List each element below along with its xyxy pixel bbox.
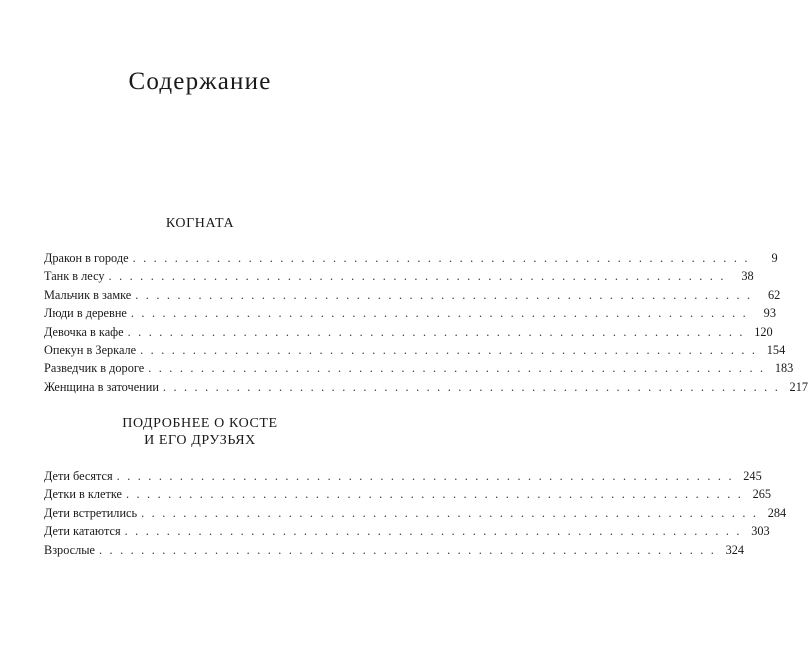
dot-leader: . . . . . . . . . . . . . . . . . . . . . . . . . . . . . . . . . . . . . . . . . . . . . . . . . . . . . . . . . . . bbox=[132, 251, 750, 265]
entry-title: Разведчик в дороге bbox=[44, 361, 145, 376]
dot-leader: . . . . . . . . . . . . . . . . . . . . . . . . . . . . . . . . . . . . . . . . . . . . . . . . . . . . . . . . . . . bbox=[116, 469, 734, 483]
toc-entry[interactable] bbox=[44, 485, 772, 503]
dot-leader: . . . . . . . . . . . . . . . . . . . . . . . . . . . . . . . . . . . . . . . . . . . . . . . . . . . . . . . . . . . bbox=[140, 342, 758, 357]
entry-title: Дети катаются bbox=[44, 524, 121, 539]
entry-title: Мальчик в замке bbox=[44, 287, 132, 302]
toc-entry[interactable] bbox=[44, 286, 781, 304]
dot-leader: . . . . . . . . . . . . . . . . . . . . . . . . . . . . . . . . . . . . . . . . . . . . . . . . . . . . . . . . . . . bbox=[127, 324, 745, 339]
dot-leader: . . . . . . . . . . . . . . . . . . . . . . . . . . . . . . . . . . . . . . . . . . . . . . . . . . . . . . . . . . . bbox=[135, 287, 753, 302]
toc-list bbox=[44, 467, 787, 559]
toc-entry[interactable] bbox=[44, 467, 762, 485]
page-number: 9 bbox=[771, 251, 778, 265]
page-number: 62 bbox=[768, 287, 781, 302]
entry-title: Люди в деревне bbox=[44, 306, 127, 321]
page-number: 120 bbox=[754, 324, 773, 339]
entry-title: Женщина в заточении bbox=[44, 379, 159, 394]
toc-entry[interactable] bbox=[44, 378, 808, 396]
section-heading-line: КОГНАТА bbox=[165, 216, 235, 231]
section-heading-line: ПОДРОБНЕЕ О КОСТЕ bbox=[122, 416, 278, 431]
toc-entry[interactable] bbox=[44, 341, 786, 359]
toc-entry[interactable] bbox=[44, 359, 794, 377]
toc-list bbox=[44, 249, 808, 396]
page-number: 93 bbox=[763, 306, 776, 321]
toc-entry[interactable] bbox=[44, 249, 778, 267]
page-number: 38 bbox=[741, 269, 754, 284]
page-number: 217 bbox=[789, 379, 808, 394]
toc-entry[interactable] bbox=[44, 323, 773, 341]
entry-title: Дракон в городе bbox=[44, 251, 129, 265]
section-heading bbox=[0, 215, 400, 232]
page-number: 303 bbox=[751, 524, 770, 539]
toc-entry[interactable] bbox=[44, 504, 787, 522]
entry-title: Дети бесятся bbox=[44, 469, 113, 483]
dot-leader: . . . . . . . . . . . . . . . . . . . . . . . . . . . . . . . . . . . . . . . . . . . . . . . . . . . . . . . . . . . bbox=[124, 524, 742, 539]
toc-entry[interactable] bbox=[44, 304, 776, 322]
dot-leader: . . . . . . . . . . . . . . . . . . . . . . . . . . . . . . . . . . . . . . . . . . . . . . . . . . . . . . . . . . . bbox=[125, 487, 744, 502]
entry-title: Девочка в кафе bbox=[44, 324, 124, 339]
entry-title: Дети встретились bbox=[44, 505, 138, 520]
dot-leader: . . . . . . . . . . . . . . . . . . . . . . . . . . . . . . . . . . . . . . . . . . . . . . . . . . . . . . . . . . . bbox=[108, 269, 726, 284]
page-number: 245 bbox=[743, 469, 762, 483]
dot-leader: . . . . . . . . . . . . . . . . . . . . . . . . . . . . . . . . . . . . . . . . . . . . . . . . . . . . . . . . . . . bbox=[141, 505, 759, 520]
dot-leader: . . . . . . . . . . . . . . . . . . . . . . . . . . . . . . . . . . . . . . . . . . . . . . . . . . . . . . . . . . . bbox=[98, 542, 717, 557]
entry-title: Детки в клетке bbox=[44, 487, 122, 502]
entry-title: Опекун в Зеркале bbox=[44, 342, 137, 357]
page-number: 154 bbox=[766, 342, 786, 357]
page-number: 284 bbox=[767, 505, 787, 520]
section-heading bbox=[0, 415, 400, 449]
entry-title: Танк в лесу bbox=[44, 269, 105, 284]
page-title: Содержание bbox=[128, 68, 272, 95]
dot-leader: . . . . . . . . . . . . . . . . . . . . . . . . . . . . . . . . . . . . . . . . . . . . . . . . . . . . . . . . . . . bbox=[162, 379, 780, 394]
toc-entry[interactable] bbox=[44, 522, 770, 540]
page-number: 265 bbox=[752, 487, 772, 502]
section-heading-line: И ЕГО ДРУЗЬЯХ bbox=[144, 433, 256, 448]
dot-leader: . . . . . . . . . . . . . . . . . . . . . . . . . . . . . . . . . . . . . . . . . . . . . . . . . . . . . . . . . . . bbox=[148, 361, 766, 376]
page-number: 183 bbox=[774, 361, 794, 376]
page-number: 324 bbox=[725, 542, 745, 557]
toc-entry[interactable] bbox=[44, 541, 745, 559]
entry-title: Взрослые bbox=[44, 542, 95, 557]
toc-entry[interactable] bbox=[44, 267, 754, 285]
dot-leader: . . . . . . . . . . . . . . . . . . . . . . . . . . . . . . . . . . . . . . . . . . . . . . . . . . . . . . . . . . . bbox=[130, 306, 748, 321]
